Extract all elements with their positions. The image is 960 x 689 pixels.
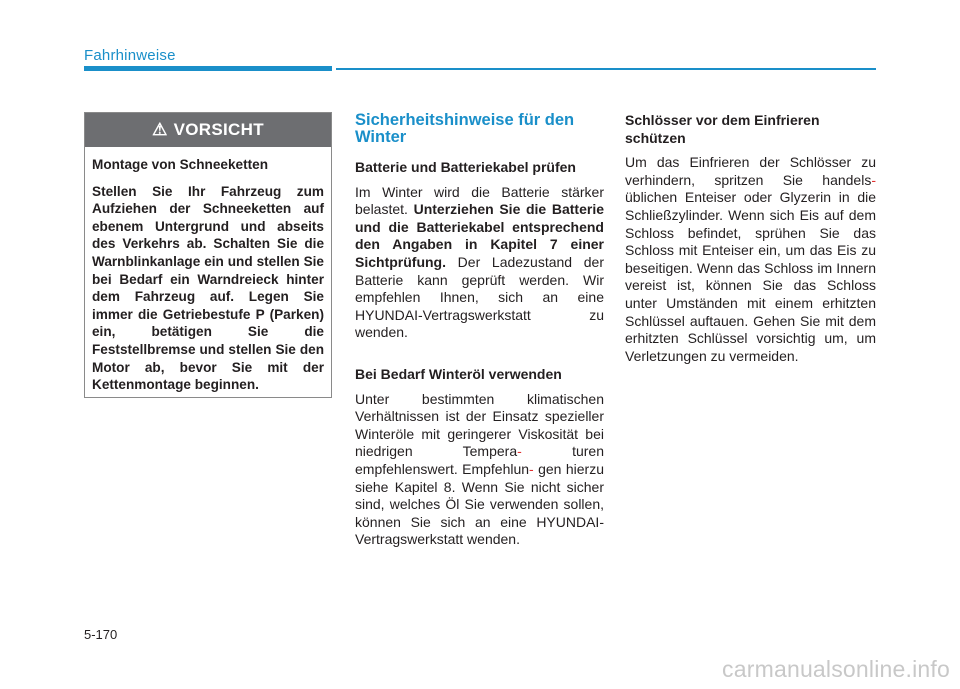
battery-text-b: Der Ladezustand der Batterie kann geprüft werden. Wir empfehlen Ihnen, sich an eine HYUNDAI-Vertragswerkstatt zu wenden. [355, 253, 604, 341]
hyphen-mark: - [529, 460, 534, 477]
locks-paragraph [625, 154, 876, 365]
header-rule-thick [84, 66, 332, 71]
watermark: carmanualsonline.info [722, 656, 950, 682]
section-title: Sicherheitshinweise für den Winter [355, 111, 575, 146]
battery-paragraph [355, 184, 604, 342]
caution-body [85, 147, 331, 394]
section-header-title: Fahrhinweise [84, 47, 176, 64]
oil-paragraph [355, 391, 604, 549]
caution-text: Stellen Sie Ihr Fahrzeug zum Aufziehen der Schneeketten auf ebenem Untergrund und abseits des Verkehrs ab. Schalten Sie die Warnblinkanlage ein und stellen Sie bei Bedarf ein Warndreieck hinter dem Fahrzeug auf. Legen Sie immer die Getriebestufe P (Parken) ein, betätigen Sie die Feststellbremse und stellen Sie den Motor ab, bevor Sie mit der Kettenmontage beginnen. [92, 183, 324, 393]
locks-heading: Schlösser vor dem Einfrieren schützen [625, 112, 820, 146]
battery-heading: Batterie und Batteriekabel prüfen [355, 159, 576, 175]
battery-text-a: Im Winter wird die Batterie stärker belastet. [355, 183, 604, 218]
middle-column [355, 112, 604, 549]
oil-heading: Bei Bedarf Winteröl verwenden [355, 365, 562, 382]
oil-text-a: Unter bestimmten klimatischen Verhältnissen ist der Einsatz spezieller Winteröle mit geringerer Viskosität bei niedrigen Tempera [355, 390, 604, 460]
caution-label: VORSICHT [173, 120, 264, 139]
oil-text-b: turen empfehlenswert. Empfehlun [355, 443, 604, 477]
locks-text-a: Um das Einfrieren der Schlösser zu verhindern, spritzen Sie handels [625, 154, 876, 188]
page-number: 5-170 [84, 627, 118, 642]
right-column [625, 112, 876, 365]
caution-subtitle: Montage von Schneeketten [92, 157, 268, 172]
header-rule-thin [336, 68, 876, 70]
battery-text-bold: Unterziehen Sie die Batterie und die Batteriekabel entsprechend den Angaben in Kapitel 7 einer Sichtprüfung. [355, 201, 604, 270]
hyphen-mark: - [871, 171, 876, 188]
caution-box [84, 112, 332, 398]
locks-text-b: üblichen Enteiser oder Glyzerin in die Schließzylinder. Wenn sich Eis auf dem Schloss befindet, sprühen Sie das Schloss mit Enteiser ein, um das Eis zu beseitigen. Wenn das Schloss im Innern vereist ist, können Sie das Schloss unter Umständen mit einem erhitzten Schlüssel auftauen. Gehen Sie mit dem erhitzten Schlüssel vorsichtig um, um Verletzungen zu vermeiden. [625, 189, 876, 364]
oil-text-c: gen hierzu siehe Kapitel 8. Wenn Sie nicht sicher sind, welches Öl Sie verwenden sollen, können Sie sich an eine HYUNDAI-Vertragswerkstatt wenden. [355, 460, 604, 548]
warning-triangle-icon: ⚠ [152, 120, 168, 139]
caution-header [85, 113, 331, 147]
hyphen-mark: - [517, 443, 522, 460]
